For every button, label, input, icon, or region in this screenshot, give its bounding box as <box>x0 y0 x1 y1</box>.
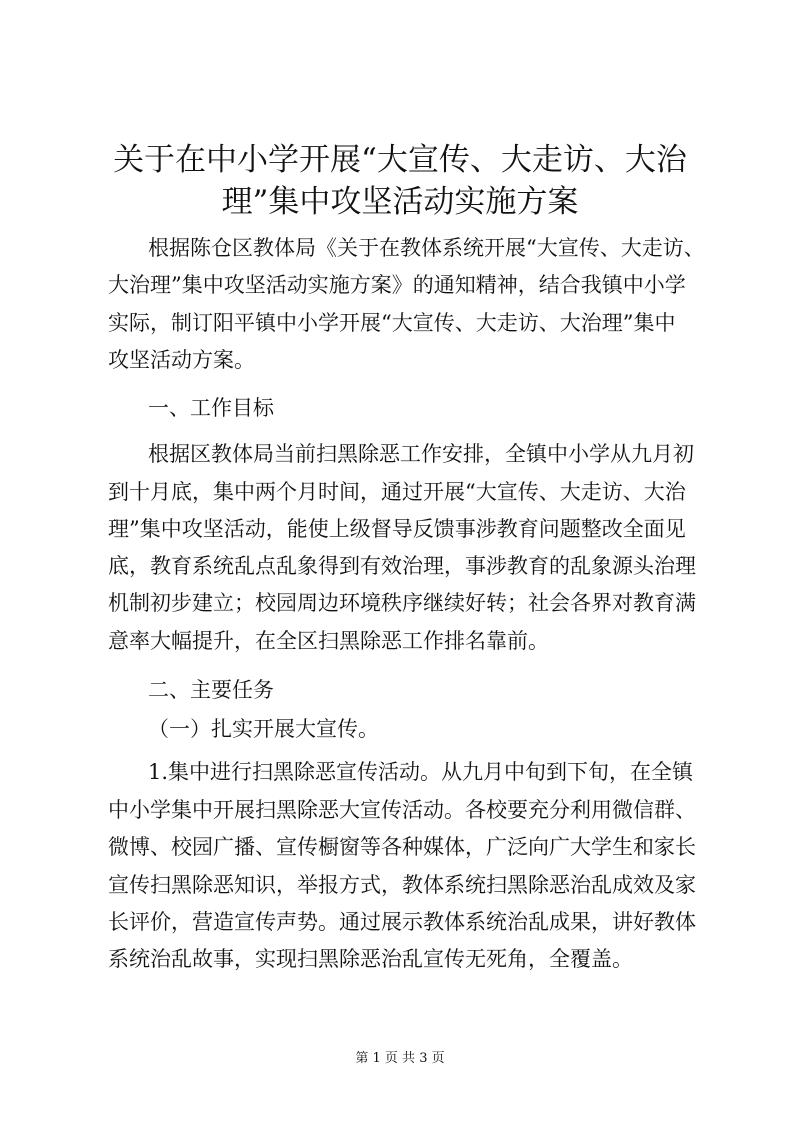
paragraph-line: 攻坚活动方案。 <box>108 348 255 372</box>
paragraph-line: 长评价，营造宣传声势。通过展示教体系统治乱成果，讲好教体 <box>108 910 696 934</box>
paragraph-line: 意率大幅提升，在全区扫黑除恶工作排名靠前。 <box>108 629 549 653</box>
section-heading: 一、工作目标 <box>148 396 274 420</box>
page-footer: 第 1 页 共 3 页 <box>355 1051 445 1066</box>
document-title-line-2: 理”集中攻坚活动实施方案 <box>221 184 579 220</box>
paragraph-line: 中小学集中开展扫黑除恶大宣传活动。各校要充分利用微信群、 <box>108 798 696 822</box>
paragraph-line: 底，教育系统乱点乱象得到有效治理，事涉教育的乱象源头治理 <box>108 554 696 578</box>
section-heading: 二、主要任务 <box>148 678 274 702</box>
paragraph-line: 1.集中进行扫黑除恶宣传活动。从九月中旬到下旬，在全镇 <box>148 760 694 784</box>
document-title-line-1: 关于在中小学开展“大宣传、大走访、大治 <box>113 142 687 178</box>
paragraph-line: 大治理”集中攻坚活动实施方案》的通知精神，结合我镇中小学 <box>108 273 686 297</box>
paragraph-line: 机制初步建立；校园周边环境秩序继续好转；社会各界对教育满 <box>108 591 696 615</box>
paragraph-line: 微博、校园广播、宣传橱窗等各种媒体，广泛向广大学生和家长 <box>108 835 696 859</box>
paragraph-line: 根据陈仓区教体局《关于在教体系统开展“大宣传、大走访、 <box>148 236 705 260</box>
paragraph-line: 根据区教体局当前扫黑除恶工作安排，全镇中小学从九月初 <box>148 442 694 466</box>
paragraph-line: 理”集中攻坚活动，能使上级督导反馈事涉教育问题整改全面见 <box>108 517 686 541</box>
paragraph-line: 宣传扫黑除恶知识，举报方式，教体系统扫黑除恶治乱成效及家 <box>108 873 696 897</box>
paragraph-line: 实际，制订阳平镇中小学开展“大宣传、大走访、大治理”集中 <box>108 311 676 335</box>
subsection-heading: （一）扎实开展大宣传。 <box>148 717 379 741</box>
paragraph-line: 系统治乱故事，实现扫黑除恶治乱宣传无死角，全覆盖。 <box>108 947 633 971</box>
paragraph-line: 到十月底，集中两个月时间，通过开展“大宣传、大走访、大治 <box>108 480 686 504</box>
